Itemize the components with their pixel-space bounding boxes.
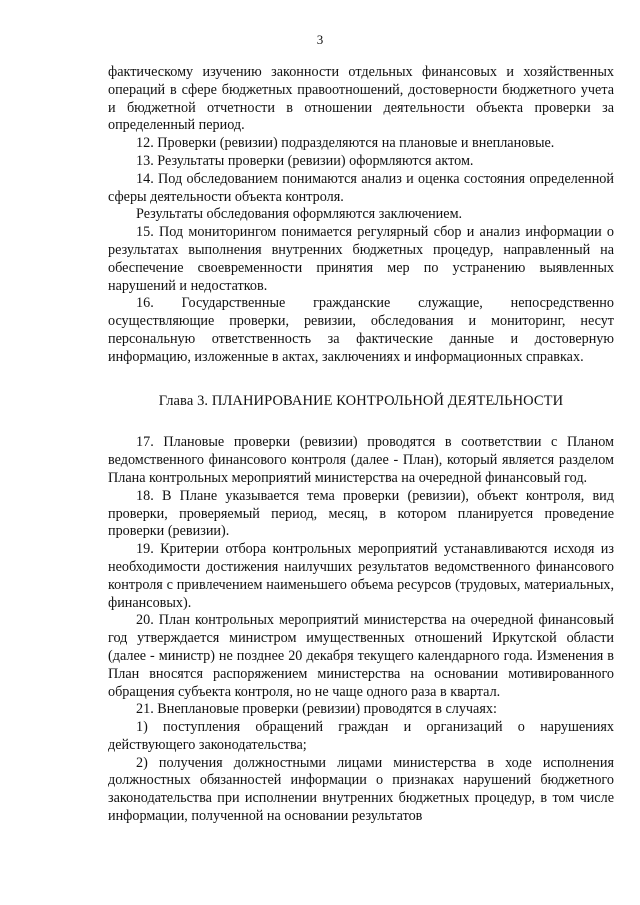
paragraph-17: 17. Плановые проверки (ревизии) проводятся в соответствии с Планом ведомственного финансового контроля (далее - План), который является разделом Плана контрольных мероприятий министерства на очередной финансовый год.: [108, 434, 614, 486]
document-body: [108, 64, 614, 826]
paragraph-21-item-2: 2) получения должностными лицами министерства в ходе исполнения должностных обязанностей информации о признаках нарушений бюджетного законодательства при исполнении внутренних бюджетных процедур, в том числе информации, полученной на основании результатов: [108, 754, 614, 825]
chapter-title: Глава 3. ПЛАНИРОВАНИЕ КОНТРОЛЬНОЙ ДЕЯТЕЛЬНОСТИ: [158, 392, 564, 409]
paragraph-19: 19. Критерии отбора контрольных мероприятий устанавливаются исходя из необходимости достижения наилучших результатов ведомственного финансового контроля с привлечением наименьшего объема ресурсов (трудовых, материальных, финансовых).: [108, 541, 614, 611]
paragraph-14: 14. Под обследованием понимаются анализ и оценка состояния определенной сферы деятельности объекта контроля.: [108, 170, 614, 205]
paragraph-21-item-1: 1) поступления обращений граждан и организаций о нарушениях действующего законодательства;: [108, 719, 614, 753]
paragraph-14-results: Результаты обследования оформляются заключением.: [136, 206, 463, 223]
paragraph-12: 12. Проверки (ревизии) подразделяются на плановые и внеплановые.: [136, 135, 555, 152]
paragraph-20: 20. План контрольных мероприятий министерства на очередной финансовый год утверждается министром имущественных отношений Иркутской области (далее - министр) не позднее 20 декабря текущего календарного года. Изменения в План вносятся распоряжением министерства на основании мотивированного обращения субъекта контроля, но не чаще одного раза в квартал.: [108, 612, 614, 700]
page-number: 3: [316, 32, 324, 47]
paragraph-21: 21. Внеплановые проверки (ревизии) проводятся в случаях:: [136, 701, 497, 718]
paragraph-16: 16. Государственные гражданские служащие, непосредственно осуществляющие проверки, ревизии, обследования и мониторинг, несут персональную ответственность за фактические данные и достоверную информацию, изложенные в актах, заключениях и информационных справках.: [108, 295, 614, 365]
paragraph-15: 15. Под мониторингом понимается регулярный сбор и анализ информации о результатах выполнения внутренних бюджетных процедур, направленный на обеспечение своевременности принятия мер по устранению выявленных нарушений и недостатков.: [108, 224, 614, 294]
paragraph-18: 18. В Плане указывается тема проверки (ревизии), объект контроля, вид проверки, проверяемый период, месяц, в котором планируется проведение проверки (ревизии).: [108, 487, 614, 540]
paragraph-13: 13. Результаты проверки (ревизии) оформляются актом.: [136, 152, 474, 169]
paragraph-continuation: фактическому изучению законности отдельных финансовых и хозяйственных операций в сфере бюджетных правоотношений, достоверности бюджетного учета и бюджетной отчетности в отношении деятельности объекта проверки за определенный период.: [108, 64, 614, 134]
